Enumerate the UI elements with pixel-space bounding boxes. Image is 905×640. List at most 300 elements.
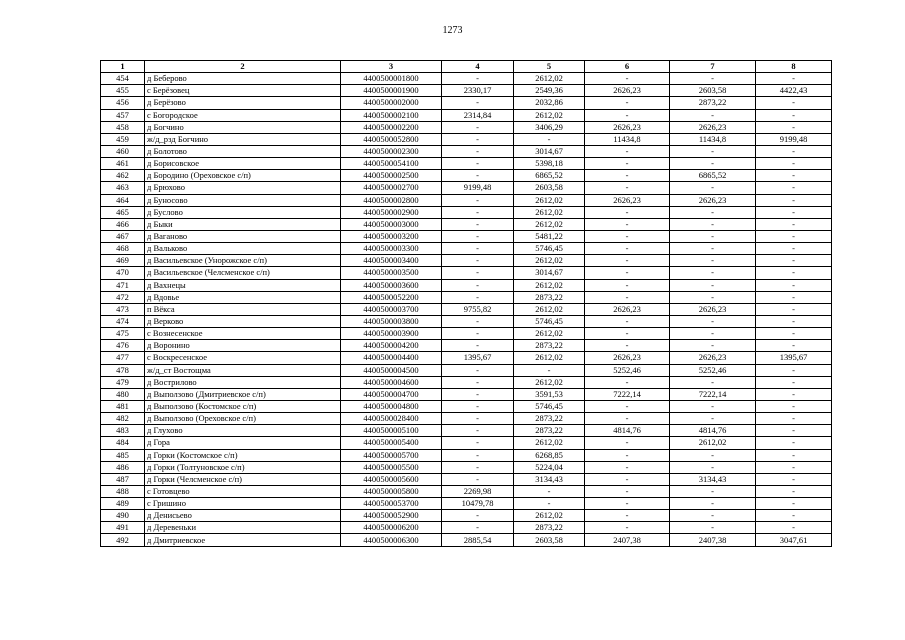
settlement-name-cell: д Вальково: [145, 243, 341, 255]
value-cell: 4422,43: [756, 85, 832, 97]
value-cell: 2612,02: [514, 206, 585, 218]
value-cell: 3014,67: [514, 267, 585, 279]
value-cell: 2407,38: [585, 534, 670, 546]
value-cell: -: [670, 182, 756, 194]
value-cell: 3591,53: [514, 388, 585, 400]
code-cell: 4400500003800: [341, 315, 442, 327]
settlement-name-cell: д Быки: [145, 218, 341, 230]
value-cell: -: [585, 73, 670, 85]
table-row: [101, 400, 832, 412]
code-cell: 4400500002200: [341, 121, 442, 133]
value-cell: -: [670, 485, 756, 497]
value-cell: -: [756, 97, 832, 109]
value-cell: -: [670, 340, 756, 352]
code-cell: 4400500003900: [341, 328, 442, 340]
code-cell: 4400500005600: [341, 473, 442, 485]
row-number-cell: 492: [101, 534, 145, 546]
row-number-cell: 483: [101, 425, 145, 437]
value-cell: 2626,23: [670, 352, 756, 364]
value-cell: -: [670, 206, 756, 218]
value-cell: 3014,67: [514, 145, 585, 157]
code-cell: 4400500004600: [341, 376, 442, 388]
settlement-name-cell: д Бородино (Ореховское с/п): [145, 170, 341, 182]
value-cell: 2330,17: [442, 85, 514, 97]
row-number-cell: 466: [101, 218, 145, 230]
value-cell: 11434,8: [670, 133, 756, 145]
value-cell: -: [442, 230, 514, 242]
settlement-name-cell: д Вострилово: [145, 376, 341, 388]
value-cell: 11434,8: [585, 133, 670, 145]
value-cell: -: [670, 243, 756, 255]
value-cell: 5746,45: [514, 315, 585, 327]
row-number-cell: 457: [101, 109, 145, 121]
value-cell: -: [756, 522, 832, 534]
value-cell: -: [585, 522, 670, 534]
value-cell: -: [756, 485, 832, 497]
row-number-cell: 459: [101, 133, 145, 145]
row-number-cell: 469: [101, 255, 145, 267]
value-cell: -: [756, 340, 832, 352]
value-cell: 1395,67: [442, 352, 514, 364]
table-row: [101, 413, 832, 425]
value-cell: 2612,02: [514, 194, 585, 206]
row-number-cell: 478: [101, 364, 145, 376]
value-cell: -: [442, 158, 514, 170]
header-cell: 1: [101, 61, 145, 73]
value-cell: 2626,23: [585, 303, 670, 315]
table-row: [101, 449, 832, 461]
value-cell: -: [585, 97, 670, 109]
row-number-cell: 480: [101, 388, 145, 400]
value-cell: -: [585, 243, 670, 255]
value-cell: -: [585, 267, 670, 279]
row-number-cell: 486: [101, 461, 145, 473]
code-cell: 4400500003500: [341, 267, 442, 279]
value-cell: -: [670, 498, 756, 510]
table-row: [101, 158, 832, 170]
value-cell: -: [756, 121, 832, 133]
settlement-name-cell: д Горки (Толтуновское с/п): [145, 461, 341, 473]
value-cell: -: [442, 388, 514, 400]
value-cell: 2873,22: [514, 413, 585, 425]
value-cell: 6865,52: [514, 170, 585, 182]
value-cell: -: [585, 170, 670, 182]
code-cell: 4400500001900: [341, 85, 442, 97]
row-number-cell: 476: [101, 340, 145, 352]
value-cell: -: [756, 230, 832, 242]
row-number-cell: 491: [101, 522, 145, 534]
settlement-name-cell: д Дмитриевское: [145, 534, 341, 546]
value-cell: -: [756, 109, 832, 121]
row-number-cell: 482: [101, 413, 145, 425]
value-cell: -: [585, 437, 670, 449]
value-cell: -: [442, 170, 514, 182]
value-cell: -: [585, 230, 670, 242]
code-cell: 4400500005400: [341, 437, 442, 449]
value-cell: -: [442, 279, 514, 291]
row-number-cell: 484: [101, 437, 145, 449]
value-cell: 5398,18: [514, 158, 585, 170]
row-number-cell: 454: [101, 73, 145, 85]
value-cell: 2626,23: [670, 194, 756, 206]
table-row: [101, 291, 832, 303]
value-cell: -: [514, 498, 585, 510]
value-cell: 2612,02: [514, 437, 585, 449]
code-cell: 4400500001800: [341, 73, 442, 85]
value-cell: -: [756, 364, 832, 376]
value-cell: -: [442, 461, 514, 473]
value-cell: -: [442, 267, 514, 279]
row-number-cell: 455: [101, 85, 145, 97]
value-cell: 2407,38: [670, 534, 756, 546]
header-cell: 8: [756, 61, 832, 73]
table-row: [101, 388, 832, 400]
value-cell: -: [442, 121, 514, 133]
code-cell: 4400500003000: [341, 218, 442, 230]
settlement-name-cell: ж/д_ст Востощма: [145, 364, 341, 376]
code-cell: 4400500052800: [341, 133, 442, 145]
table-row: [101, 97, 832, 109]
value-cell: -: [585, 413, 670, 425]
code-cell: 4400500053700: [341, 498, 442, 510]
table-row: [101, 243, 832, 255]
code-cell: 4400500002700: [341, 182, 442, 194]
value-cell: 2873,22: [670, 97, 756, 109]
value-cell: -: [756, 400, 832, 412]
value-cell: -: [756, 194, 832, 206]
table-row: [101, 510, 832, 522]
code-cell: 4400500002100: [341, 109, 442, 121]
value-cell: -: [442, 206, 514, 218]
table-row: [101, 485, 832, 497]
value-cell: -: [442, 437, 514, 449]
value-cell: 9755,82: [442, 303, 514, 315]
row-number-cell: 477: [101, 352, 145, 364]
table-row: [101, 425, 832, 437]
code-cell: 4400500004200: [341, 340, 442, 352]
value-cell: -: [585, 182, 670, 194]
row-number-cell: 463: [101, 182, 145, 194]
value-cell: 5746,45: [514, 243, 585, 255]
value-cell: -: [442, 425, 514, 437]
settlement-name-cell: д Денисьево: [145, 510, 341, 522]
row-number-cell: 471: [101, 279, 145, 291]
code-cell: 4400500002900: [341, 206, 442, 218]
value-cell: -: [756, 267, 832, 279]
value-cell: -: [585, 158, 670, 170]
value-cell: 2612,02: [514, 279, 585, 291]
header-cell: 4: [442, 61, 514, 73]
value-cell: -: [670, 400, 756, 412]
value-cell: 2612,02: [670, 437, 756, 449]
value-cell: 2626,23: [670, 121, 756, 133]
value-cell: -: [442, 364, 514, 376]
row-number-cell: 475: [101, 328, 145, 340]
value-cell: -: [756, 206, 832, 218]
table-row: [101, 522, 832, 534]
value-cell: -: [670, 315, 756, 327]
value-cell: -: [442, 218, 514, 230]
value-cell: 2603,58: [514, 182, 585, 194]
value-cell: 2269,98: [442, 485, 514, 497]
value-cell: 2612,02: [514, 255, 585, 267]
code-cell: 4400500005700: [341, 449, 442, 461]
value-cell: 2626,23: [585, 352, 670, 364]
row-number-cell: 468: [101, 243, 145, 255]
value-cell: -: [585, 510, 670, 522]
settlement-name-cell: ж/д_рзд Богчино: [145, 133, 341, 145]
value-cell: -: [585, 255, 670, 267]
table-row: [101, 303, 832, 315]
code-cell: 4400500002800: [341, 194, 442, 206]
settlement-name-cell: с Гришино: [145, 498, 341, 510]
value-cell: -: [442, 449, 514, 461]
settlement-name-cell: д Болотово: [145, 145, 341, 157]
settlement-name-cell: с Воскресенское: [145, 352, 341, 364]
value-cell: 2626,23: [585, 85, 670, 97]
value-cell: 4814,76: [670, 425, 756, 437]
header-cell: 5: [514, 61, 585, 73]
row-number-cell: 472: [101, 291, 145, 303]
value-cell: 2612,02: [514, 73, 585, 85]
table-row: [101, 255, 832, 267]
value-cell: -: [670, 522, 756, 534]
value-cell: -: [670, 291, 756, 303]
row-number-cell: 488: [101, 485, 145, 497]
table-row: [101, 340, 832, 352]
table-row: [101, 194, 832, 206]
value-cell: -: [585, 315, 670, 327]
value-cell: -: [670, 230, 756, 242]
value-cell: -: [442, 473, 514, 485]
table-row: [101, 85, 832, 97]
table-row: [101, 133, 832, 145]
settlement-name-cell: д Горки (Костомское с/п): [145, 449, 341, 461]
value-cell: 3134,43: [514, 473, 585, 485]
header-cell: 2: [145, 61, 341, 73]
code-cell: 4400500002500: [341, 170, 442, 182]
value-cell: 2873,22: [514, 522, 585, 534]
value-cell: -: [442, 315, 514, 327]
table-row: [101, 121, 832, 133]
value-cell: -: [442, 194, 514, 206]
table-row: [101, 279, 832, 291]
value-cell: -: [442, 510, 514, 522]
value-cell: 5252,46: [670, 364, 756, 376]
settlement-name-cell: п Вёкса: [145, 303, 341, 315]
value-cell: -: [670, 145, 756, 157]
value-cell: -: [670, 158, 756, 170]
table-row: [101, 182, 832, 194]
value-cell: 2885,54: [442, 534, 514, 546]
value-cell: -: [756, 243, 832, 255]
code-cell: 4400500004700: [341, 388, 442, 400]
value-cell: 10479,78: [442, 498, 514, 510]
value-cell: -: [756, 291, 832, 303]
code-cell: 4400500003300: [341, 243, 442, 255]
value-cell: -: [756, 461, 832, 473]
value-cell: 6268,85: [514, 449, 585, 461]
settlement-name-cell: д Буслово: [145, 206, 341, 218]
table-row: [101, 352, 832, 364]
settlement-name-cell: д Васильевское (Челсменское с/п): [145, 267, 341, 279]
settlement-name-cell: д Вахнецы: [145, 279, 341, 291]
value-cell: -: [585, 328, 670, 340]
value-cell: -: [756, 315, 832, 327]
settlement-name-cell: д Беберово: [145, 73, 341, 85]
value-cell: -: [585, 473, 670, 485]
value-cell: -: [514, 133, 585, 145]
value-cell: 2032,86: [514, 97, 585, 109]
settlement-name-cell: д Глухово: [145, 425, 341, 437]
settlement-name-cell: д Гора: [145, 437, 341, 449]
code-cell: 4400500002300: [341, 145, 442, 157]
code-cell: 4400500006300: [341, 534, 442, 546]
value-cell: 2603,58: [514, 534, 585, 546]
value-cell: 4814,76: [585, 425, 670, 437]
row-number-cell: 485: [101, 449, 145, 461]
value-cell: 2612,02: [514, 510, 585, 522]
code-cell: 4400500005100: [341, 425, 442, 437]
value-cell: 2603,58: [670, 85, 756, 97]
value-cell: -: [756, 498, 832, 510]
value-cell: -: [514, 485, 585, 497]
value-cell: 2612,02: [514, 109, 585, 121]
value-cell: 2612,02: [514, 218, 585, 230]
settlement-name-cell: с Вознесенское: [145, 328, 341, 340]
settlement-name-cell: д Выползово (Дмитриевское с/п): [145, 388, 341, 400]
code-cell: 4400500003600: [341, 279, 442, 291]
code-cell: 4400500003200: [341, 230, 442, 242]
row-number-cell: 462: [101, 170, 145, 182]
value-cell: 5252,46: [585, 364, 670, 376]
value-cell: -: [442, 340, 514, 352]
value-cell: 3047,61: [756, 534, 832, 546]
row-number-cell: 460: [101, 145, 145, 157]
code-cell: 4400500003400: [341, 255, 442, 267]
value-cell: 7222,14: [585, 388, 670, 400]
value-cell: 2612,02: [514, 376, 585, 388]
settlement-name-cell: д Верково: [145, 315, 341, 327]
row-number-cell: 487: [101, 473, 145, 485]
value-cell: -: [442, 133, 514, 145]
value-cell: 3406,29: [514, 121, 585, 133]
value-cell: -: [670, 413, 756, 425]
value-cell: -: [756, 182, 832, 194]
value-cell: -: [670, 279, 756, 291]
code-cell: 4400500004800: [341, 400, 442, 412]
value-cell: -: [585, 279, 670, 291]
value-cell: -: [670, 510, 756, 522]
header-cell: 6: [585, 61, 670, 73]
value-cell: 5481,22: [514, 230, 585, 242]
value-cell: -: [585, 485, 670, 497]
table-row: [101, 206, 832, 218]
row-number-cell: 464: [101, 194, 145, 206]
table-row: [101, 145, 832, 157]
row-number-cell: 479: [101, 376, 145, 388]
code-cell: 4400500003700: [341, 303, 442, 315]
code-cell: 4400500052200: [341, 291, 442, 303]
table-row: [101, 437, 832, 449]
value-cell: -: [442, 400, 514, 412]
value-cell: -: [756, 388, 832, 400]
value-cell: -: [670, 376, 756, 388]
table-row: [101, 315, 832, 327]
value-cell: 2626,23: [585, 194, 670, 206]
code-cell: 4400500004400: [341, 352, 442, 364]
row-number-cell: 465: [101, 206, 145, 218]
value-cell: -: [756, 170, 832, 182]
value-cell: -: [585, 291, 670, 303]
value-cell: 6865,52: [670, 170, 756, 182]
value-cell: -: [670, 449, 756, 461]
value-cell: 9199,48: [442, 182, 514, 194]
settlement-name-cell: д Горки (Челсменское с/п): [145, 473, 341, 485]
row-number-cell: 490: [101, 510, 145, 522]
settlement-name-cell: д Берёзово: [145, 97, 341, 109]
value-cell: 2612,02: [514, 352, 585, 364]
value-cell: -: [514, 364, 585, 376]
row-number-cell: 461: [101, 158, 145, 170]
value-cell: -: [756, 255, 832, 267]
row-number-cell: 489: [101, 498, 145, 510]
value-cell: -: [585, 218, 670, 230]
settlement-name-cell: д Буносово: [145, 194, 341, 206]
settlement-name-cell: д Борисовское: [145, 158, 341, 170]
settlement-name-cell: с Берёзовец: [145, 85, 341, 97]
table-row: [101, 73, 832, 85]
value-cell: -: [670, 461, 756, 473]
code-cell: 4400500054100: [341, 158, 442, 170]
row-number-cell: 456: [101, 97, 145, 109]
table-row: [101, 461, 832, 473]
settlement-name-cell: д Ваганово: [145, 230, 341, 242]
value-cell: -: [756, 218, 832, 230]
value-cell: 2612,02: [514, 328, 585, 340]
header-cell: 7: [670, 61, 756, 73]
value-cell: -: [442, 522, 514, 534]
settlement-name-cell: с Готовцево: [145, 485, 341, 497]
value-cell: 1395,67: [756, 352, 832, 364]
value-cell: -: [756, 145, 832, 157]
value-cell: 2626,23: [670, 303, 756, 315]
table-row: [101, 534, 832, 546]
value-cell: -: [756, 437, 832, 449]
row-number-cell: 474: [101, 315, 145, 327]
value-cell: -: [585, 109, 670, 121]
settlement-name-cell: д Деревеньки: [145, 522, 341, 534]
row-number-cell: 470: [101, 267, 145, 279]
value-cell: -: [585, 145, 670, 157]
table-row: [101, 498, 832, 510]
table-row: [101, 109, 832, 121]
table-row: [101, 218, 832, 230]
value-cell: -: [756, 510, 832, 522]
table-row: [101, 364, 832, 376]
value-cell: -: [585, 206, 670, 218]
row-number-cell: 481: [101, 400, 145, 412]
table-row: [101, 473, 832, 485]
table-row: [101, 170, 832, 182]
value-cell: -: [442, 291, 514, 303]
code-cell: 4400500004500: [341, 364, 442, 376]
value-cell: 7222,14: [670, 388, 756, 400]
code-cell: 4400500005500: [341, 461, 442, 473]
value-cell: -: [442, 97, 514, 109]
value-cell: -: [756, 413, 832, 425]
table-body: [101, 73, 832, 546]
